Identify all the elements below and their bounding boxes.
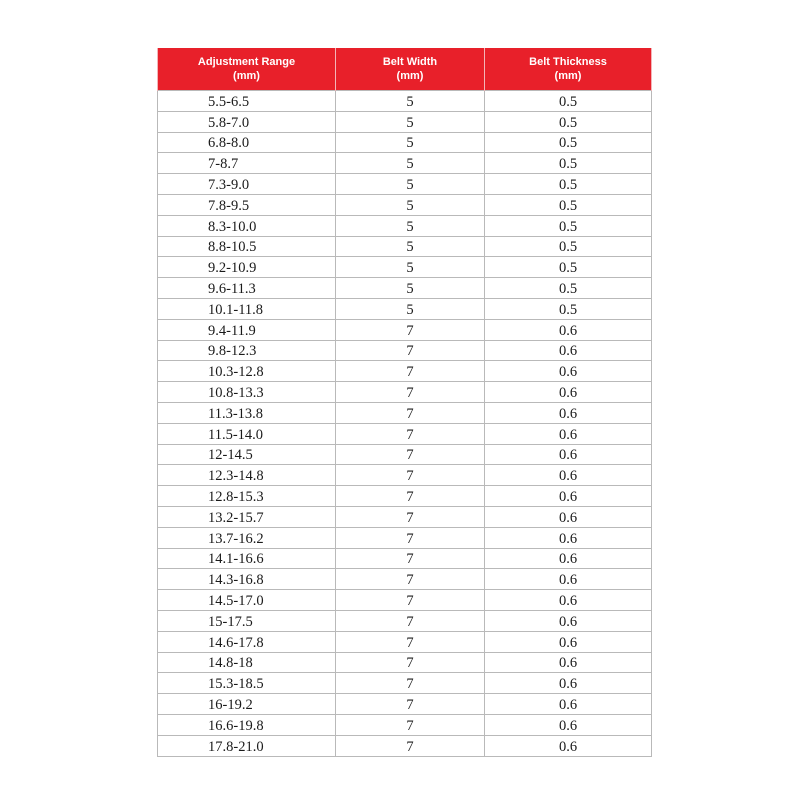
cell-belt-width: 7: [336, 673, 485, 694]
cell-adjustment-range: 14.3-16.8: [158, 569, 336, 590]
cell-belt-thickness: 0.6: [485, 361, 652, 382]
cell-adjustment-range: 7-8.7: [158, 153, 336, 174]
cell-belt-width: 7: [336, 714, 485, 735]
cell-belt-width: 5: [336, 111, 485, 132]
cell-belt-thickness: 0.6: [485, 444, 652, 465]
cell-belt-width: 7: [336, 610, 485, 631]
cell-belt-width: 5: [336, 153, 485, 174]
cell-belt-width: 7: [336, 382, 485, 403]
header-row: [158, 48, 652, 91]
cell-belt-width: 7: [336, 527, 485, 548]
cell-belt-thickness: 0.6: [485, 340, 652, 361]
cell-belt-width: 7: [336, 569, 485, 590]
table-row: [158, 382, 652, 403]
cell-belt-thickness: 0.5: [485, 215, 652, 236]
cell-belt-thickness: 0.6: [485, 506, 652, 527]
cell-belt-thickness: 0.6: [485, 673, 652, 694]
table-row: [158, 153, 652, 174]
cell-adjustment-range: 16-19.2: [158, 694, 336, 715]
table-row: [158, 194, 652, 215]
cell-belt-thickness: 0.5: [485, 257, 652, 278]
cell-belt-thickness: 0.6: [485, 527, 652, 548]
header-belt-thickness: [485, 48, 652, 91]
table-row: [158, 610, 652, 631]
cell-belt-width: 5: [336, 298, 485, 319]
cell-belt-thickness: 0.6: [485, 735, 652, 756]
cell-belt-width: 7: [336, 652, 485, 673]
table-body: [158, 91, 652, 757]
cell-belt-thickness: 0.5: [485, 132, 652, 153]
cell-belt-width: 7: [336, 506, 485, 527]
cell-adjustment-range: 13.7-16.2: [158, 527, 336, 548]
table-row: [158, 423, 652, 444]
table-row: [158, 215, 652, 236]
cell-belt-thickness: 0.5: [485, 153, 652, 174]
cell-belt-thickness: 0.6: [485, 319, 652, 340]
table-row: [158, 465, 652, 486]
table-row: [158, 652, 652, 673]
cell-belt-width: 7: [336, 402, 485, 423]
cell-adjustment-range: 8.3-10.0: [158, 215, 336, 236]
header-label: Adjustment Range: [197, 56, 296, 68]
cell-belt-thickness: 0.6: [485, 652, 652, 673]
table-row: [158, 590, 652, 611]
cell-adjustment-range: 17.8-21.0: [158, 735, 336, 756]
cell-adjustment-range: 12.8-15.3: [158, 486, 336, 507]
table-row: [158, 631, 652, 652]
cell-adjustment-range: 13.2-15.7: [158, 506, 336, 527]
cell-belt-width: 5: [336, 236, 485, 257]
cell-belt-thickness: 0.5: [485, 298, 652, 319]
table-row: [158, 569, 652, 590]
cell-adjustment-range: 8.8-10.5: [158, 236, 336, 257]
cell-belt-thickness: 0.6: [485, 714, 652, 735]
cell-adjustment-range: 14.6-17.8: [158, 631, 336, 652]
cell-belt-width: 7: [336, 361, 485, 382]
cell-adjustment-range: 14.5-17.0: [158, 590, 336, 611]
cell-adjustment-range: 16.6-19.8: [158, 714, 336, 735]
cell-adjustment-range: 15-17.5: [158, 610, 336, 631]
cell-belt-thickness: 0.5: [485, 91, 652, 112]
table-row: [158, 506, 652, 527]
table-row: [158, 444, 652, 465]
cell-adjustment-range: 12.3-14.8: [158, 465, 336, 486]
cell-belt-thickness: 0.5: [485, 236, 652, 257]
cell-adjustment-range: 7.3-9.0: [158, 174, 336, 195]
cell-belt-thickness: 0.6: [485, 548, 652, 569]
cell-adjustment-range: 11.3-13.8: [158, 402, 336, 423]
table-row: [158, 278, 652, 299]
cell-adjustment-range: 9.4-11.9: [158, 319, 336, 340]
header-belt-width: [336, 48, 485, 91]
cell-belt-width: 7: [336, 631, 485, 652]
table-row: [158, 174, 652, 195]
spec-sheet: [157, 48, 651, 757]
table-row: [158, 714, 652, 735]
table-row: [158, 548, 652, 569]
cell-belt-thickness: 0.6: [485, 631, 652, 652]
cell-belt-thickness: 0.6: [485, 382, 652, 403]
cell-belt-thickness: 0.5: [485, 194, 652, 215]
cell-belt-width: 5: [336, 91, 485, 112]
cell-belt-width: 7: [336, 444, 485, 465]
table-row: [158, 298, 652, 319]
table-row: [158, 257, 652, 278]
header-unit: (mm): [396, 70, 424, 82]
cell-adjustment-range: 7.8-9.5: [158, 194, 336, 215]
table-row: [158, 402, 652, 423]
table-row: [158, 486, 652, 507]
cell-adjustment-range: 15.3-18.5: [158, 673, 336, 694]
cell-belt-width: 7: [336, 486, 485, 507]
cell-belt-thickness: 0.6: [485, 694, 652, 715]
cell-belt-width: 7: [336, 319, 485, 340]
cell-belt-thickness: 0.6: [485, 569, 652, 590]
cell-adjustment-range: 12-14.5: [158, 444, 336, 465]
cell-belt-thickness: 0.6: [485, 486, 652, 507]
table-row: [158, 361, 652, 382]
cell-belt-width: 5: [336, 278, 485, 299]
table-row: [158, 527, 652, 548]
cell-adjustment-range: 14.1-16.6: [158, 548, 336, 569]
cell-belt-width: 7: [336, 340, 485, 361]
cell-belt-width: 5: [336, 257, 485, 278]
cell-adjustment-range: 10.8-13.3: [158, 382, 336, 403]
table-row: [158, 91, 652, 112]
table-row: [158, 111, 652, 132]
cell-belt-thickness: 0.5: [485, 174, 652, 195]
table-row: [158, 673, 652, 694]
cell-adjustment-range: 11.5-14.0: [158, 423, 336, 444]
cell-belt-width: 7: [336, 694, 485, 715]
cell-belt-thickness: 0.6: [485, 590, 652, 611]
table-row: [158, 735, 652, 756]
cell-adjustment-range: 14.8-18: [158, 652, 336, 673]
header-label: Belt Width: [382, 56, 438, 68]
cell-adjustment-range: 10.3-12.8: [158, 361, 336, 382]
table-row: [158, 132, 652, 153]
cell-belt-thickness: 0.6: [485, 402, 652, 423]
cell-adjustment-range: 10.1-11.8: [158, 298, 336, 319]
table-row: [158, 236, 652, 257]
cell-belt-width: 7: [336, 735, 485, 756]
cell-belt-thickness: 0.5: [485, 278, 652, 299]
header-unit: (mm): [554, 70, 582, 82]
cell-adjustment-range: 9.8-12.3: [158, 340, 336, 361]
header-adjustment-range: [158, 48, 336, 91]
header-unit: (mm): [233, 70, 260, 82]
cell-belt-width: 7: [336, 423, 485, 444]
cell-belt-thickness: 0.6: [485, 610, 652, 631]
cell-belt-width: 5: [336, 174, 485, 195]
cell-belt-width: 7: [336, 548, 485, 569]
table-row: [158, 319, 652, 340]
cell-belt-width: 7: [336, 465, 485, 486]
cell-adjustment-range: 6.8-8.0: [158, 132, 336, 153]
cell-belt-thickness: 0.5: [485, 111, 652, 132]
cell-belt-width: 5: [336, 194, 485, 215]
cell-belt-thickness: 0.6: [485, 423, 652, 444]
cell-belt-width: 5: [336, 215, 485, 236]
cell-adjustment-range: 9.2-10.9: [158, 257, 336, 278]
cell-belt-width: 7: [336, 590, 485, 611]
belt-spec-table: [157, 48, 652, 757]
cell-adjustment-range: 5.5-6.5: [158, 91, 336, 112]
cell-adjustment-range: 9.6-11.3: [158, 278, 336, 299]
table-row: [158, 340, 652, 361]
cell-adjustment-range: 5.8-7.0: [158, 111, 336, 132]
cell-belt-width: 5: [336, 132, 485, 153]
cell-belt-thickness: 0.6: [485, 465, 652, 486]
header-label: Belt Thickness: [529, 56, 607, 68]
table-row: [158, 694, 652, 715]
